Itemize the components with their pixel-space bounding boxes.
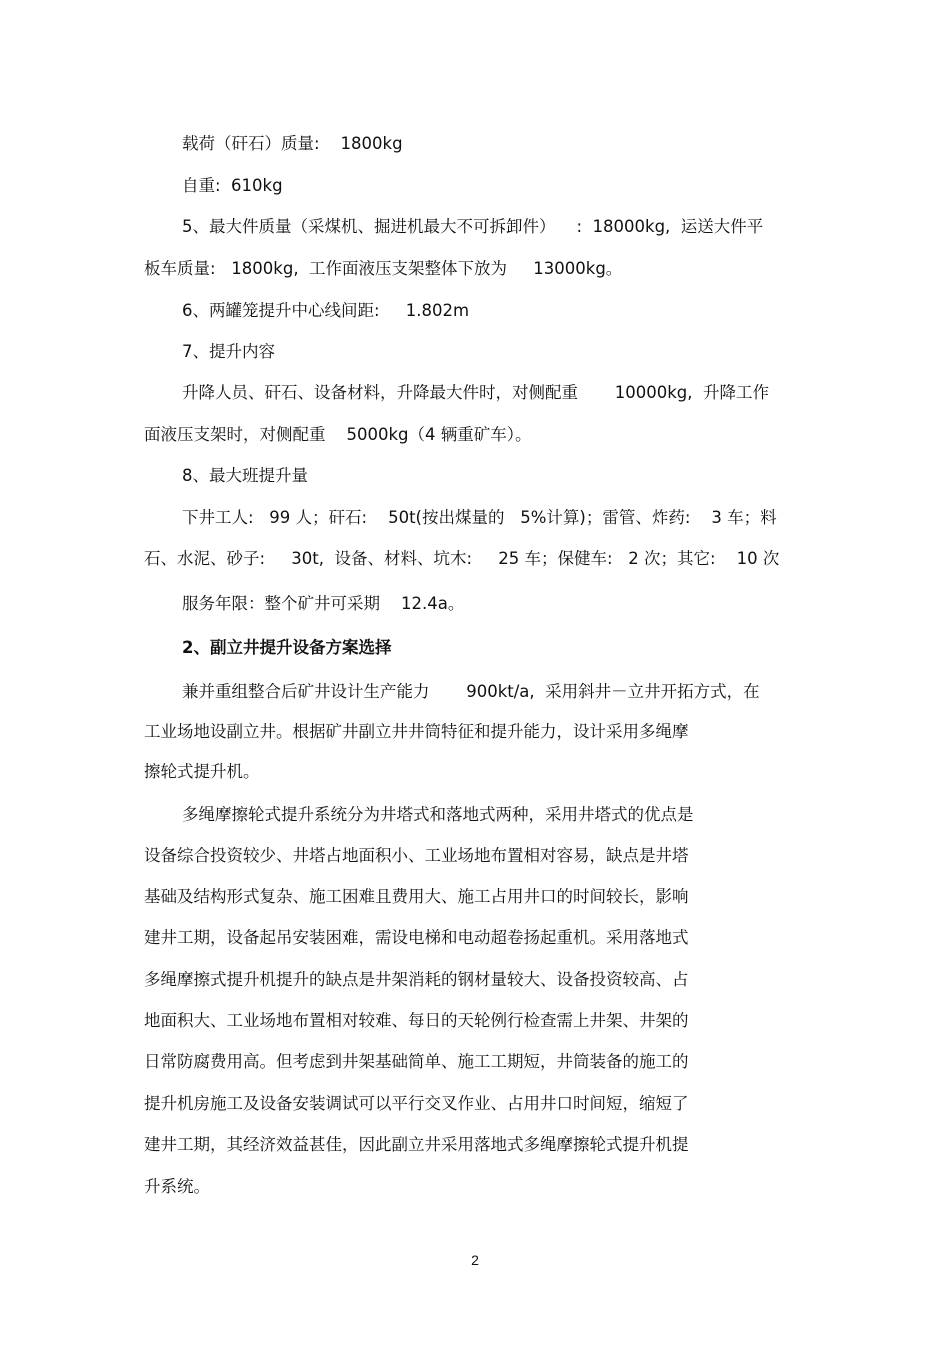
text-line: 基础及结构形式复杂、施工困难且费用大、施工占用井口的时间较长，影响 [144, 887, 689, 906]
text-line: 自重: 610kg [182, 176, 283, 195]
text-line: 下井工人: 99 人；矸石: 50t(按出煤量的 5%计算)；雷管、炸药: 3 车；料 [182, 508, 777, 527]
text-line: 7、提升内容 [182, 342, 275, 361]
text-line: 载荷（矸石）质量: 1800kg [182, 134, 403, 153]
text-line: 升降人员、矸石、设备材料，升降最大件时，对侧配重 10000kg, 升降工作 [182, 383, 769, 402]
text-line: 面液压支架时，对侧配重 5000kg（4 辆重矿车）。 [144, 425, 532, 444]
text-line: 5、最大件质量（采煤机、掘进机最大不可拆卸件） : 18000kg, 运送大件平 [182, 217, 764, 236]
text-line: 兼并重组整合后矿井设计生产能力 900kt/a, 采用斜井－立井开拓方式，在 [182, 682, 760, 701]
text-line: 石、水泥、砂子: 30t, 设备、材料、坑木: 25 车；保健车: 2 次；其它: 10 次 [144, 549, 780, 568]
text-line: 建井工期，设备起吊安装困难，需设电梯和电动超卷扬起重机。采用落地式 [144, 928, 689, 947]
text-line: 升系统。 [144, 1177, 210, 1196]
text-line: 板车质量: 1800kg, 工作面液压支架整体下放为 13000kg。 [144, 259, 623, 278]
text-line: 工业场地设副立井。根据矿井副立井井筒特征和提升能力，设计采用多绳摩 [144, 722, 689, 741]
text-line: 多绳摩擦式提升机提升的缺点是井架消耗的钢材量较大、设备投资较高、占 [144, 970, 689, 989]
text-line: 提升机房施工及设备安装调试可以平行交叉作业、占用井口时间短，缩短了 [144, 1094, 689, 1113]
text-line: 地面积大、工业场地布置相对较难、每日的天轮例行检查需上井架、井架的 [144, 1011, 689, 1030]
text-line: 8、最大班提升量 [182, 466, 308, 485]
text-line: 多绳摩擦轮式提升系统分为井塔式和落地式两种，采用井塔式的优点是 [182, 805, 694, 824]
text-line: 6、两罐笼提升中心线间距: 1.802m [182, 301, 470, 320]
text-line: 擦轮式提升机。 [144, 762, 260, 781]
text-line: 建井工期，其经济效益甚佳，因此副立井采用落地式多绳摩擦轮式提升机提 [144, 1135, 689, 1154]
text-line: 设备综合投资较少、井塔占地面积小、工业场地布置相对容易，缺点是井塔 [144, 846, 689, 865]
text-line: 服务年限：整个矿井可采期 12.4a。 [182, 594, 465, 613]
section-heading: 2、副立井提升设备方案选择 [182, 638, 392, 657]
text-line: 日常防腐费用高。但考虑到井架基础简单、施工工期短，井筒装备的施工的 [144, 1052, 689, 1071]
page-number: 2 [471, 1252, 479, 1268]
